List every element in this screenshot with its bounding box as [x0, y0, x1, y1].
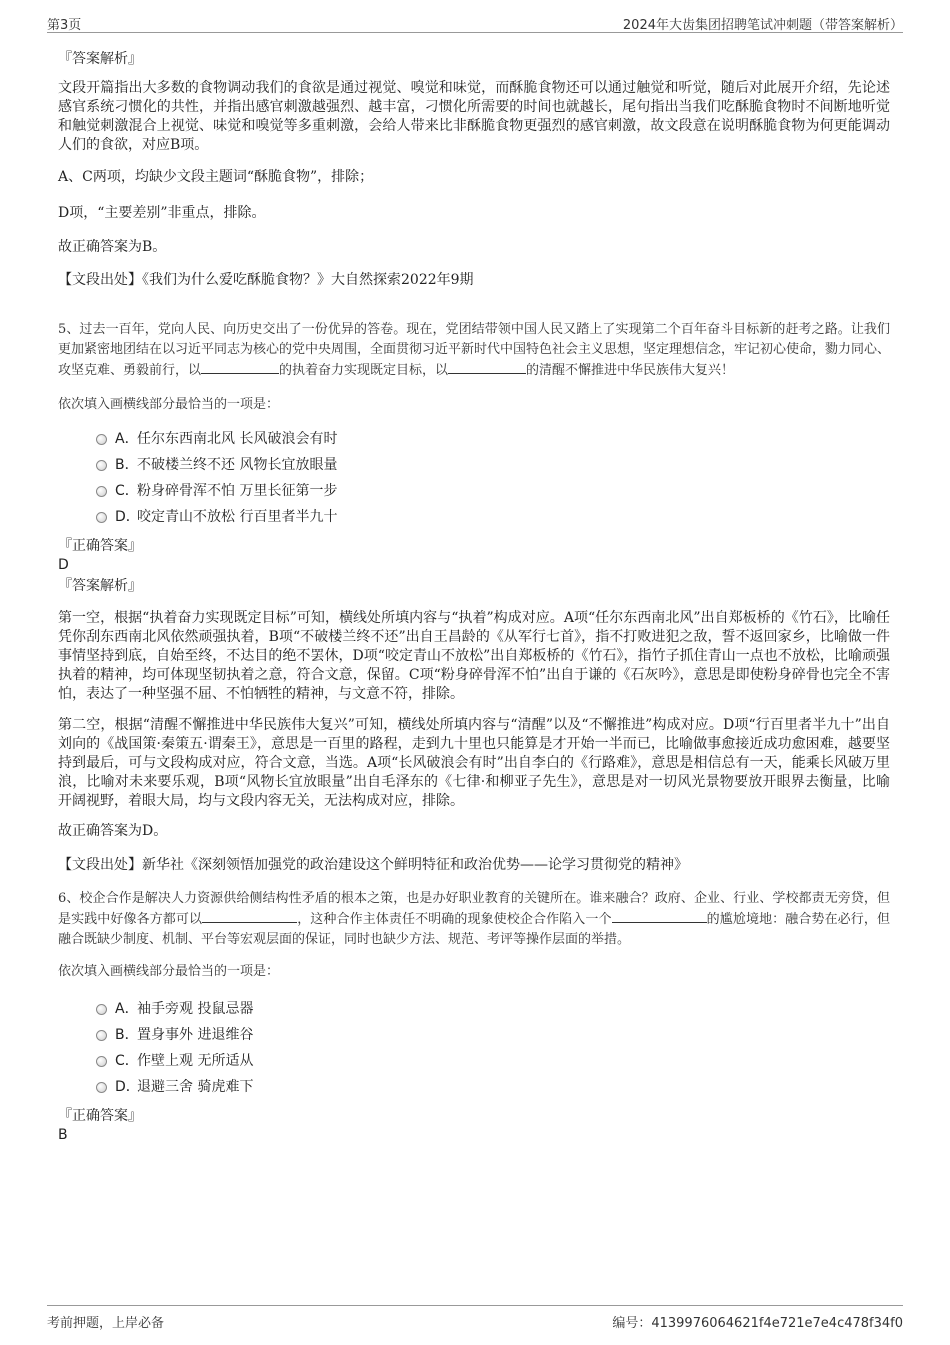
answer-conclusion: 故正确答案为D。 [58, 823, 168, 839]
radio-icon[interactable] [96, 460, 107, 471]
question-6-stem: 6、校企合作是解决人力资源供给侧结构性矛盾的根本之策，也是办好职业教育的关键所在。谁来融合？政府、企业、行业、学校都责无旁贷，但是实践中好像各方都可以 ，这种合作主体责任不明确的现象使校企合作陷入一个 的尴尬境地：融合势在必行，但融合既缺少制度、机制、平台等宏观层面的保证，同时也缺少方法、规范、考评等操作层面的举措。 [58, 891, 890, 947]
document-code: 编号：4139976064621f4e721e7e4c478f34f0 [612, 1316, 903, 1331]
correct-answer-label: 『正确答案』 [58, 1108, 142, 1124]
fill-blank [448, 360, 526, 374]
analysis-paragraph: A、C两项，均缺少文段主题词“酥脆食物”，排除； [58, 169, 374, 185]
question-5-option-d[interactable]: D．咬定青山不放松 行百里者半九十 [96, 506, 337, 528]
analysis-paragraph: D项，“主要差别”非重点，排除。 [58, 205, 266, 221]
analysis-paragraph: 文段开篇指出大多数的食物调动我们的食欲是通过视觉、嗅觉和味觉，而酥脆食物还可以通过触觉和听觉，随后对此展开介绍，先论述感官系统刁惯化的共性，并指出感官刺激越强烈、越丰富，刁惯化所需要的时间也就越长，尾句指出当我们吃酥脆食物时不间断地听觉和触觉刺激混合上视觉、味觉和嗅觉等多重刺激，会给人带来比非酥脆食物更强烈的感官刺激，故文段意在说明酥脆食物为何更能调动人们的食欲，对应B项。 [58, 80, 890, 153]
fill-blank [202, 909, 297, 923]
question-5-stem: 5、过去一百年，党向人民、向历史交出了一份优异的答卷。现在，党团结带领中国人民又踏上了实现第二个百年奋斗目标新的赶考之路。让我们更加紧密地团结在以习近平同志为核心的党中央周围，全面贯彻习近平新时代中国特色社会主义思想，坚定理想信念，牢记初心使命，勠力同心、攻坚克难、勇毅前行，以 的执着奋力实现既定目标，以 的清醒不懈推进中华民族伟大复兴！ [58, 322, 891, 378]
question-6-prompt: 依次填入画横线部分最恰当的一项是： [58, 964, 280, 979]
radio-icon[interactable] [96, 1082, 107, 1093]
radio-icon[interactable] [96, 434, 107, 445]
analysis-label: 『答案解析』 [58, 51, 142, 67]
question-6-option-a[interactable]: A．袖手旁观 投鼠忌器 [96, 998, 253, 1020]
radio-icon[interactable] [96, 1030, 107, 1041]
analysis-paragraph: 第二空，根据“清醒不懈推进中华民族伟大复兴”可知，横线处所填内容与“清醒”以及“不懈推进”构成对应。D项“行百里者半九十”出自刘向的《战国策·秦策五·谓秦王》，意思是一百里的路程，走到九十里也只能算是才开始一半而已，比喻做事愈接近成功愈困难，越要坚持到最后，可与文段构成对应，符合文意，当选。A项“长风破浪会有时”出自李白的《行路难》，意思是相信总有一天，能乘长风破万里浪，比喻对未来要乐观，B项“风物长宜放眼量”出自毛泽东的《七律·和柳亚子先生》，意思是对一切风光景物要放开眼界去衡量，比喻开阔视野，着眼大局，均与文段内容无关，无法构成对应，排除。 [58, 717, 890, 809]
correct-answer: D [58, 557, 69, 573]
question-6-option-b[interactable]: B．置身事外 进退维谷 [96, 1024, 253, 1046]
question-6-option-c[interactable]: C．作壁上观 无所适从 [96, 1050, 253, 1072]
page-footer [47, 1305, 903, 1331]
question-5-option-a[interactable]: A．任尔东西南北风 长风破浪会有时 [96, 428, 337, 450]
document-title: 2024年大齿集团招聘笔试冲刺题（带答案解析） [622, 18, 903, 33]
page-header [47, 12, 903, 33]
page-number: 第3页 [47, 18, 82, 33]
footer-slogan: 考前押题，上岸必备 [47, 1316, 165, 1331]
radio-icon[interactable] [96, 1004, 107, 1015]
source-note: 【文段出处】《我们为什么爱吃酥脆食物？》大自然探索2022年9期 [58, 272, 474, 288]
correct-answer: B [58, 1127, 68, 1143]
analysis-label: 『答案解析』 [58, 578, 142, 594]
correct-answer-label: 『正确答案』 [58, 538, 142, 554]
question-5-prompt: 依次填入画横线部分最恰当的一项是： [58, 397, 280, 412]
radio-icon[interactable] [96, 512, 107, 523]
fill-blank [612, 909, 707, 923]
fill-blank [201, 360, 279, 374]
radio-icon[interactable] [96, 1056, 107, 1067]
source-note: 【文段出处】新华社《深刻领悟加强党的政治建设这个鲜明特征和政治优势——论学习贯彻党的精神》 [58, 857, 688, 873]
question-6-option-d[interactable]: D．退避三舍 骑虎难下 [96, 1076, 253, 1098]
question-5-option-b[interactable]: B．不破楼兰终不还 风物长宜放眼量 [96, 454, 337, 476]
analysis-paragraph: 第一空，根据“执着奋力实现既定目标”可知，横线处所填内容与“执着”构成对应。A项“任尔东西南北风”出自郑板桥的《竹石》，比喻任凭你刮东西南北风依然顽强执着，B项“不破楼兰终不还”出自王昌龄的《从军行七首》，指不打败进犯之敌，誓不返回家乡，比喻做一件事情坚持到底，自始至终，不达目的绝不罢休，D项“咬定青山不放松”出自郑板桥的《竹石》，指竹子抓住青山一点也不放松，比喻顽强执着的精神，均可体现坚韧执着之意，符合文意，保留。C项“粉身碎骨浑不怕”出自于谦的《石灰吟》，意思是即使粉身碎骨也完全不害怕，表达了一种坚强不屈、不怕牺牲的精神，与文意不符，排除。 [58, 610, 890, 702]
radio-icon[interactable] [96, 486, 107, 497]
answer-conclusion: 故正确答案为B。 [58, 239, 167, 255]
question-5-option-c[interactable]: C．粉身碎骨浑不怕 万里长征第一步 [96, 480, 337, 502]
